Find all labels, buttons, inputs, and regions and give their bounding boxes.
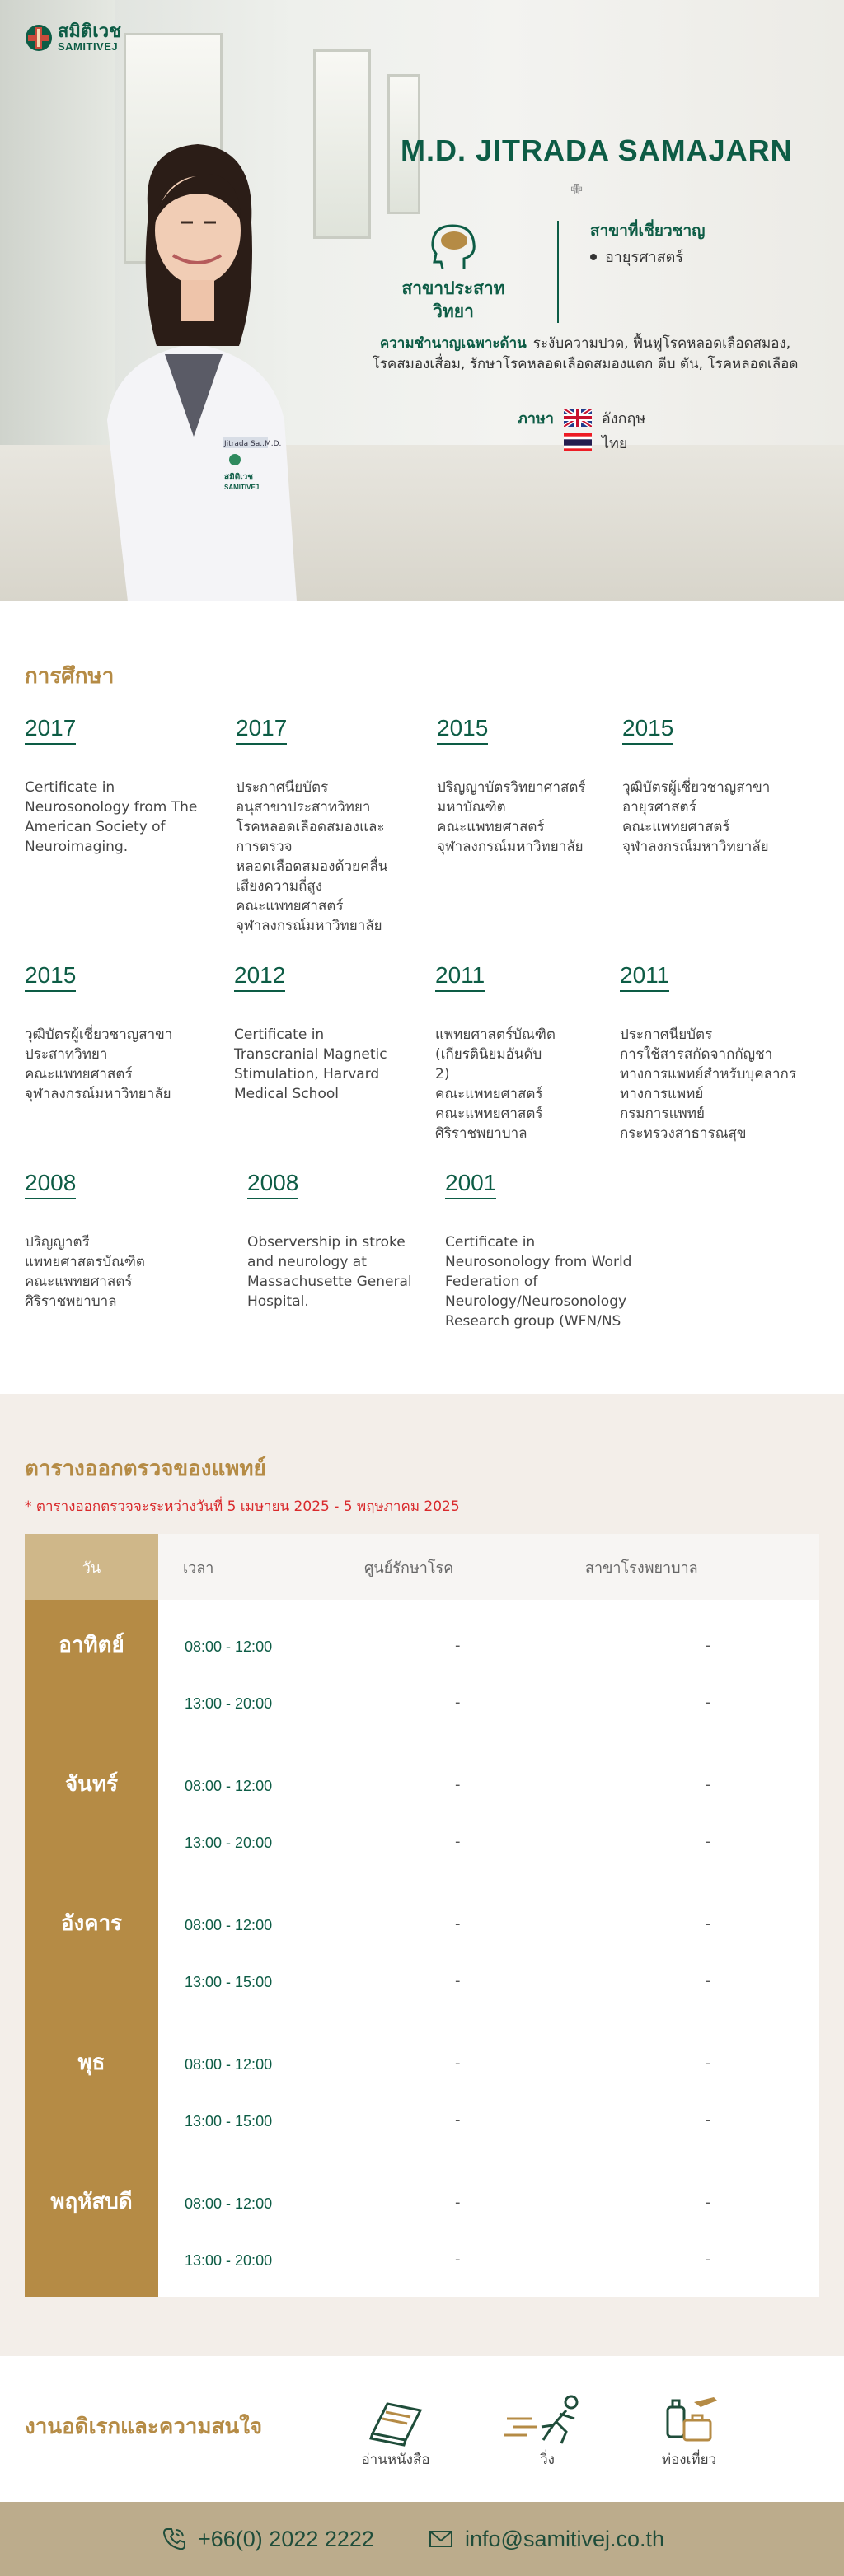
samitivej-logo[interactable] (25, 23, 121, 52)
hobby-label: ท่องเที่ยว (661, 2452, 717, 2468)
education-item (622, 715, 770, 857)
education-item (25, 715, 197, 857)
education-text: ปริญญาบัตรวิทยาศาสตร์ มหาบัณฑิต คณะแพทยศาสตร์ จุฬาลงกรณ์มหาวิทยาลัย (437, 779, 586, 855)
day-tuesday: อังคาร (60, 1911, 123, 1936)
expertise-block (371, 334, 799, 375)
vertical-divider (557, 221, 559, 323)
slot-branch: - (706, 1915, 711, 1933)
education-year: 2015 (25, 962, 76, 992)
education-item (25, 962, 172, 1104)
slot-center: - (455, 1637, 461, 1654)
education-year: 2011 (620, 962, 669, 992)
thai-flag-icon (564, 433, 592, 451)
slot-branch: - (706, 2251, 711, 2268)
slot-time: 08:00 - 12:00 (185, 1917, 273, 1933)
subspecialty-item (590, 245, 705, 269)
education-year: 2017 (25, 715, 76, 745)
uk-flag-icon (564, 409, 592, 427)
plus-icon: ✙ (570, 181, 584, 199)
book-icon (363, 2394, 429, 2447)
subspecialty-label: อายุรศาสตร์ (605, 249, 684, 266)
education-text: Certificate in Transcranial Magnetic Stimulation, Harvard Medical School (234, 1026, 387, 1102)
education-year: 2008 (25, 1170, 76, 1199)
education-year: 2008 (247, 1170, 298, 1199)
education-text: Certificate in Neurosonology from The American Society of Neuroimaging. (25, 779, 198, 855)
slot-branch: - (706, 2055, 711, 2072)
education-item (435, 962, 556, 1143)
email-link[interactable] (429, 2502, 664, 2576)
header-branch: สาขาโรงพยาบาล (585, 1559, 698, 1577)
education-year: 2015 (622, 715, 673, 745)
education-title: การศึกษา (25, 664, 115, 689)
slot-time: 13:00 - 20:00 (185, 1835, 273, 1851)
phone-link[interactable] (162, 2502, 374, 2576)
hobby-travel (640, 2394, 738, 2471)
slot-center: - (455, 1776, 461, 1793)
language-block (511, 405, 645, 455)
samitivej-cross-icon (25, 24, 53, 52)
slot-center: - (455, 2194, 461, 2211)
travel-icon (656, 2394, 722, 2447)
slot-center: - (455, 2251, 461, 2268)
slot-center: - (455, 1694, 461, 1711)
slot-time: 08:00 - 12:00 (185, 2056, 273, 2073)
education-item (620, 962, 796, 1143)
department-block (387, 221, 519, 323)
education-text: Certificate in Neurosonology from World Federation of Neurology/Neurosonology Research group (WFN/NS (445, 1234, 632, 1330)
expertise-text: ระงับความปวด, ฟื้นฟูโรคหลอดเลือดสมอง, โรคสมองเสื่อม, รักษาโรคหลอดเลือดสมองแตก ตีบ ตัน, โรคหลอดเลือด (372, 335, 799, 372)
header-time: เวลา (183, 1559, 214, 1577)
email-address: info@samitivej.co.th (465, 2526, 664, 2551)
language-english: อังกฤษ (602, 409, 646, 428)
slot-center: - (455, 1972, 461, 1989)
running-icon (502, 2394, 593, 2447)
subspecialty-title: สาขาที่เชี่ยวชาญ (590, 222, 706, 240)
slot-time: 13:00 - 15:00 (185, 1974, 273, 1990)
education-item (437, 715, 586, 857)
education-text: ประกาศนียบัตร อนุสาขาประสาทวิทยา โรคหลอดเลือดสมองและ การตรวจ หลอดเลือดสมองด้วยคลื่น เสียงความถี่สูง คณะแพทยศาสตร์ จุฬาลงกรณ์มหาวิทยาลัย (236, 779, 388, 934)
education-year: 2001 (445, 1170, 496, 1199)
schedule-table (25, 1534, 819, 2297)
coat-logo-th: สมิติเวช (224, 473, 254, 482)
slot-center: - (455, 1915, 461, 1933)
language-thai: ไทย (602, 434, 628, 452)
education-text: ปริญญาตรี แพทยศาสตรบัณฑิต คณะแพทยศาสตร์ ศิริราชพยาบาล (25, 1234, 145, 1310)
slot-branch: - (706, 2111, 711, 2129)
header-center: ศูนย์รักษาโรค (364, 1559, 454, 1577)
education-item (236, 715, 387, 936)
hobby-running (498, 2394, 597, 2471)
coat-name-text: Jitrada Sa..M.D. (224, 440, 282, 448)
slot-center: - (455, 2111, 461, 2129)
slot-time: 13:00 - 15:00 (185, 2113, 273, 2130)
slot-time: 08:00 - 12:00 (185, 1778, 273, 1794)
expertise-label: ความชำนาญเฉพาะด้าน (379, 335, 527, 352)
logo-text-th: สมิติเวช (58, 21, 122, 42)
education-text: แพทยศาสตร์บัณฑิต (เกียรตินิยมอันดับ 2) คณะแพทยศาสตร์ คณะแพทยศาสตร์ ศิริราชพยาบาล (435, 1026, 556, 1142)
slot-branch: - (706, 1637, 711, 1654)
slot-time: 13:00 - 20:00 (185, 2252, 273, 2269)
phone-number: +66(0) 2022 2222 (198, 2526, 374, 2551)
slot-center: - (455, 1833, 461, 1850)
hobby-label: อ่านหนังสือ (361, 2452, 430, 2468)
slot-time: 08:00 - 12:00 (185, 1639, 273, 1655)
slot-branch: - (706, 1776, 711, 1793)
bullet-icon (590, 254, 597, 260)
education-year: 2011 (435, 962, 485, 992)
education-item (247, 1170, 412, 1311)
schedule-note: * ตารางออกตรวจจะระหว่างวันที่ 5 เมษายน 2025 - 5 พฤษภาคม 2025 (25, 1498, 460, 1515)
slot-branch: - (706, 1972, 711, 1989)
hobbies-title: งานอดิเรกและความสนใจ (25, 2415, 263, 2439)
slot-time: 08:00 - 12:00 (185, 2195, 273, 2212)
education-item (445, 1170, 631, 1331)
slot-center: - (455, 2055, 461, 2072)
doctor-photo (49, 124, 338, 601)
day-thursday: พฤหัสบดี (50, 2190, 133, 2214)
header-day: วัน (25, 1534, 158, 1600)
department-name: สาขาประสาทวิทยา (401, 278, 505, 321)
education-year: 2015 (437, 715, 488, 745)
education-year: 2012 (234, 962, 285, 992)
language-label: ภาษา (518, 409, 554, 428)
slot-time: 13:00 - 20:00 (185, 1695, 273, 1712)
slot-branch: - (706, 2194, 711, 2211)
mail-icon (429, 2529, 453, 2549)
slot-branch: - (706, 1694, 711, 1711)
doctor-name: M.D. JITRADA SAMAJARN (401, 133, 793, 167)
day-wednesday: พุธ (77, 2050, 106, 2075)
hobby-label: วิ่ง (540, 2452, 555, 2468)
schedule-header-row (25, 1534, 819, 1600)
education-text: วุฒิบัตรผู้เชี่ยวชาญสาขา อายุรศาสตร์ คณะแพทยศาสตร์ จุฬาลงกรณ์มหาวิทยาลัย (622, 779, 771, 855)
education-text: วุฒิบัตรผู้เชี่ยวชาญสาขา ประสาทวิทยา คณะแพทยศาสตร์ จุฬาลงกรณ์มหาวิทยาลัย (25, 1026, 173, 1102)
education-item (234, 962, 387, 1104)
schedule-title: ตารางออกตรวจของแพทย์ (25, 1456, 266, 1481)
education-item (25, 1170, 145, 1311)
slot-branch: - (706, 1833, 711, 1850)
phone-icon (162, 2527, 186, 2551)
hero-banner (0, 0, 844, 601)
logo-text-en: SAMITIVEJ (58, 40, 119, 53)
hobby-reading (346, 2394, 445, 2471)
day-monday: จันทร์ (64, 1772, 119, 1797)
education-year: 2017 (236, 715, 287, 745)
education-text: Observership in stroke and neurology at Massachusette General Hospital. (247, 1234, 412, 1310)
coat-logo-en: SAMITIVEJ (224, 484, 260, 491)
footer (0, 2502, 844, 2576)
day-sunday: อาทิตย์ (59, 1633, 124, 1657)
education-text: ประกาศนียบัตร การใช้สารสกัดจากกัญชา ทางการแพทย์สำหรับบุคลากร ทางการแพทย์ กรมการแพทย์ กระทรวงสาธารณสุข (620, 1026, 796, 1142)
subspecialty-block (590, 218, 705, 269)
brain-head-icon (424, 221, 482, 272)
